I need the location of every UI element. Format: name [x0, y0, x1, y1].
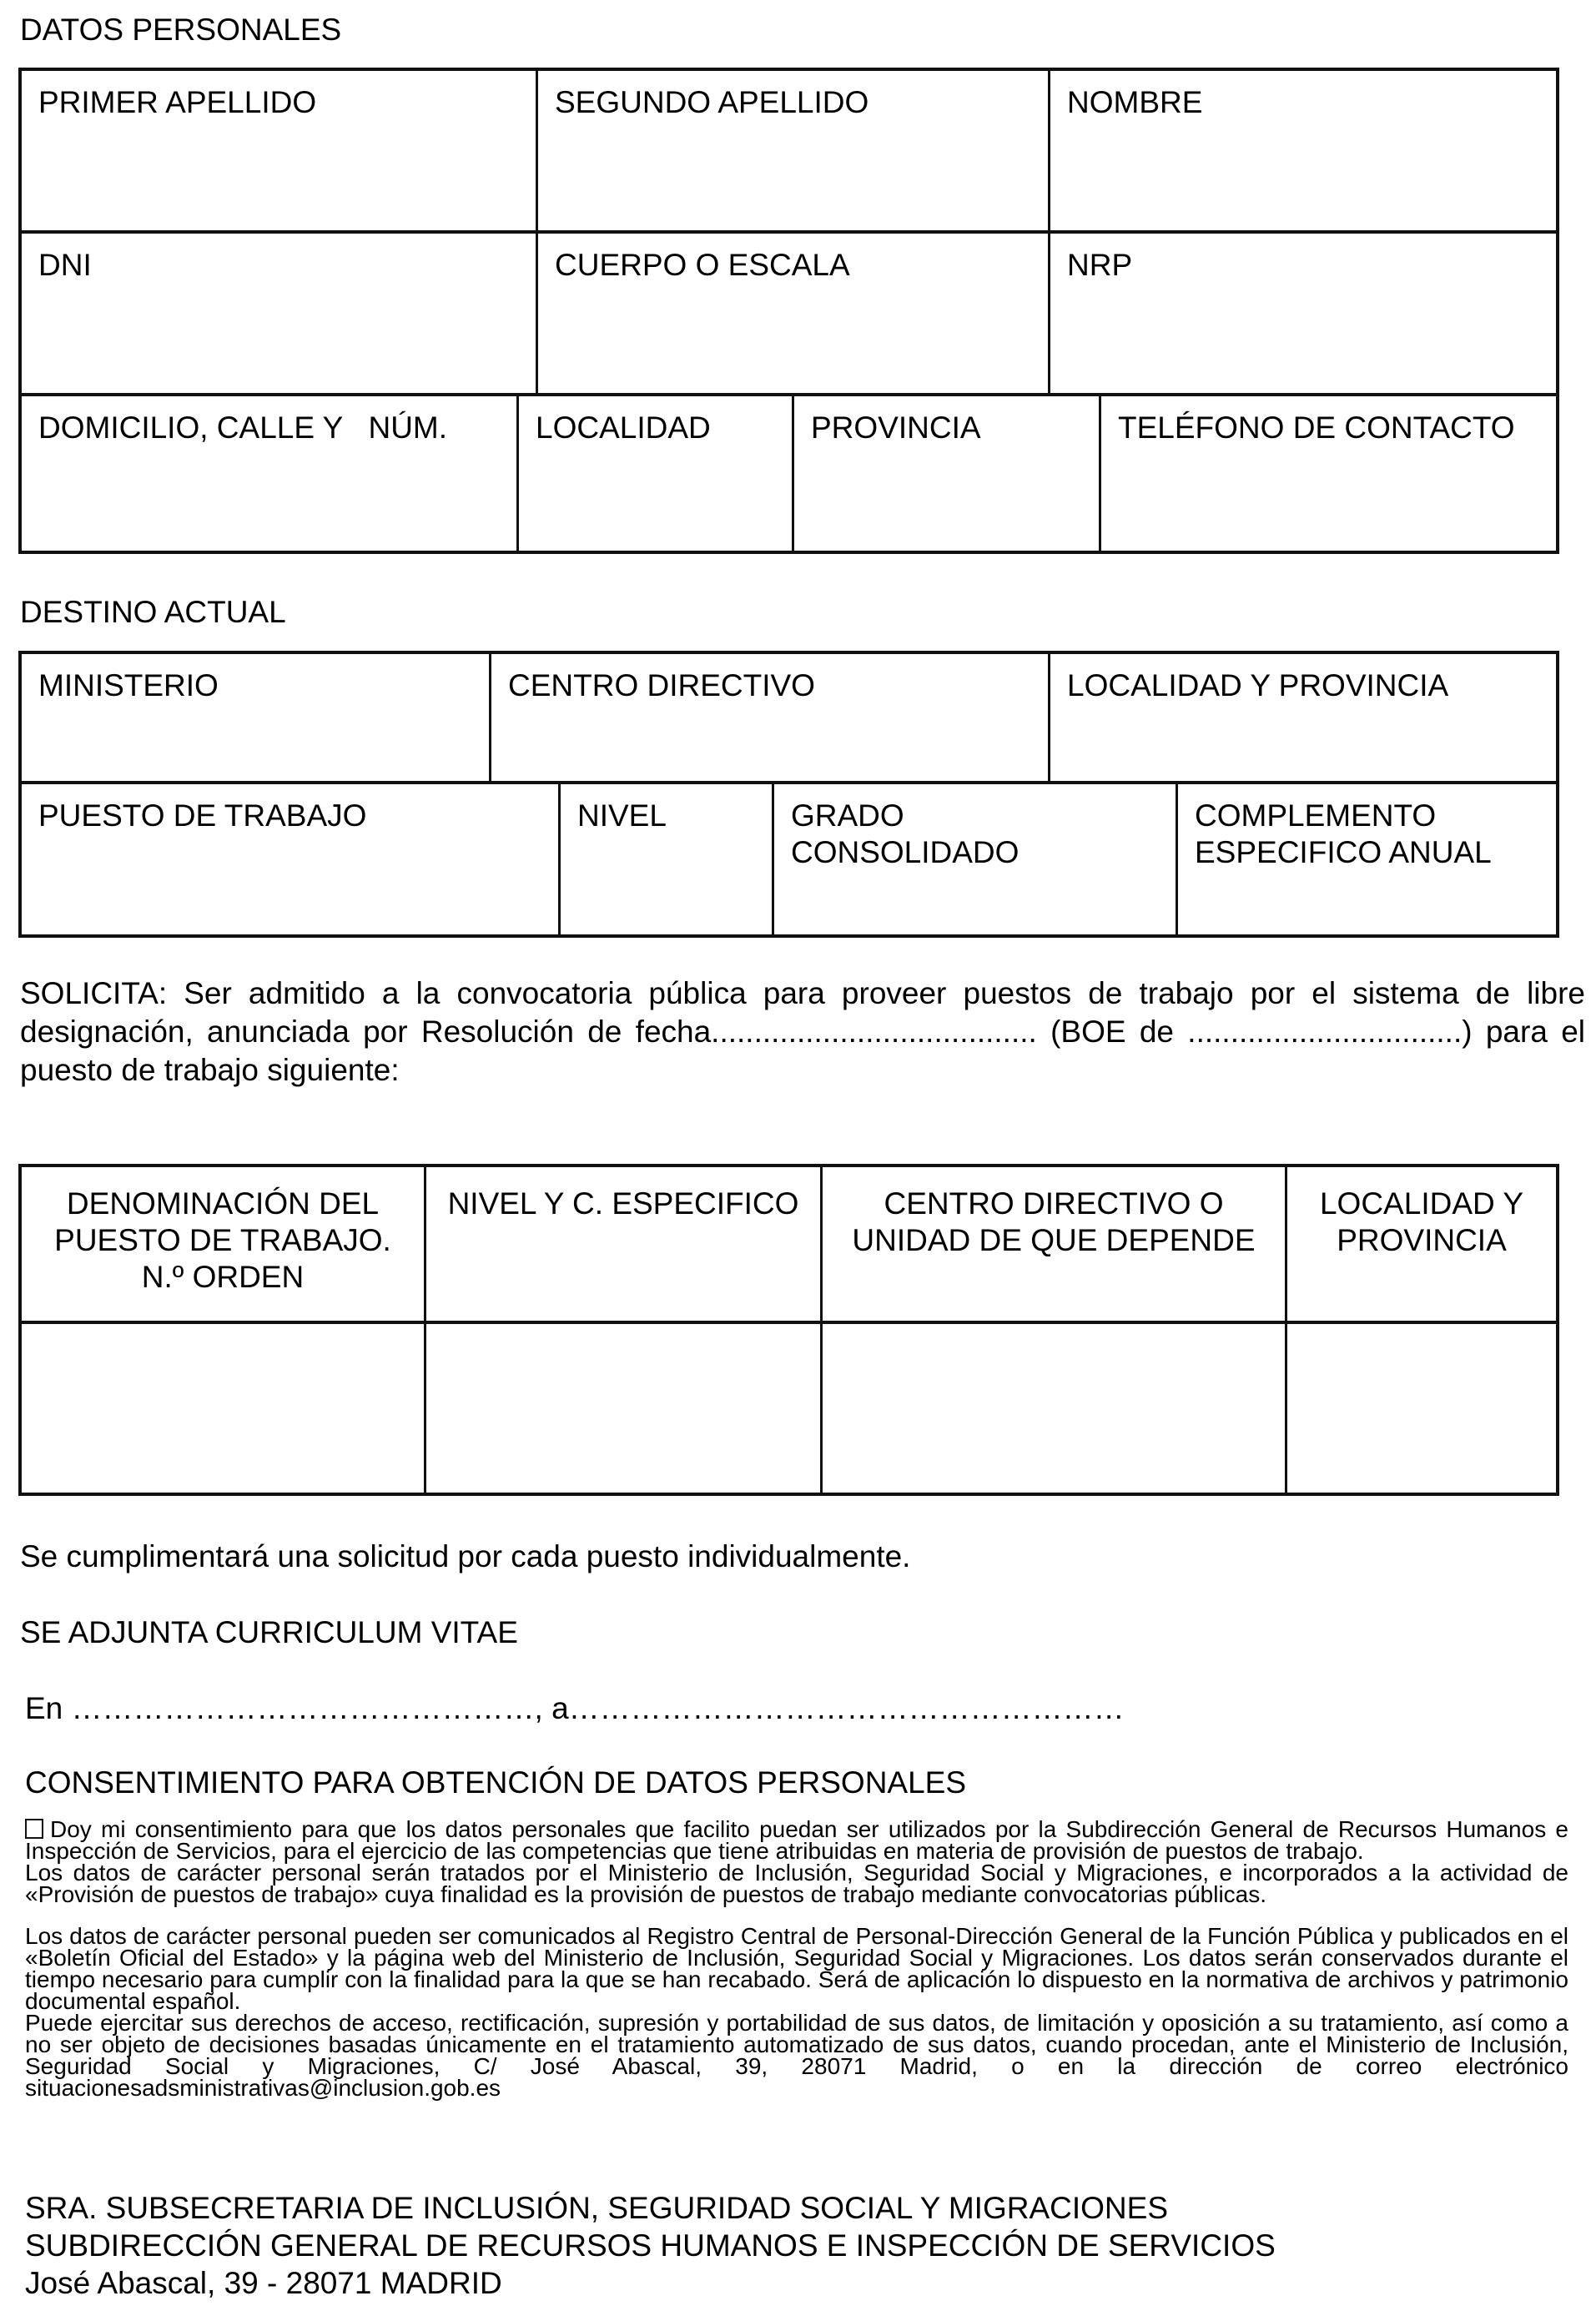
label-puesto-trabajo: PUESTO DE TRABAJO	[38, 798, 367, 833]
input-localidad-provincia[interactable]	[1285, 1324, 1556, 1493]
field-segundo-apellido[interactable]	[536, 71, 1048, 230]
field-cuerpo-escala[interactable]	[536, 234, 1048, 393]
header-localidad-provincia: LOCALIDAD Y PROVINCIA	[1285, 1167, 1556, 1321]
label-nrp: NRP	[1067, 248, 1133, 282]
field-puesto-trabajo[interactable]	[22, 784, 558, 934]
field-ministerio[interactable]	[22, 654, 489, 781]
consent-block	[25, 1816, 1568, 2101]
datos-personales-table	[18, 68, 1559, 554]
consent-checkbox-text: Doy mi consentimiento para que los datos personales que facilito puedan ser utilizados por la Subdirección General de Recursos Humanos e Inspección de Servicios, para el ejercicio de las competencias que tiene atribuidas en materia de provisión de puestos de trabajo.	[25, 1816, 1568, 1864]
place-date-line[interactable]: En ………………………………………, a………………………………………………	[25, 1691, 1125, 1725]
puesto-solicitado-table	[18, 1164, 1559, 1496]
puesto-header-row	[22, 1167, 1556, 1321]
input-nivel-especifico[interactable]	[424, 1324, 820, 1493]
datos-row-3	[22, 393, 1556, 551]
consent-paragraph-3: Puede ejercitar sus derechos de acceso, rectificación, supresión y portabilidad de sus datos, de limitación y oposición a su tratamiento, así como a no ser objeto de decisiones basadas únicamente en el tratamiento automatizado de sus datos, cuando procedan, ante el Ministerio de Inclusión, Seguridad Social y Migraciones, C/ José Abascal, 39, 28071 Madrid, o en la dirección de correo electrónico situacionesadsministrativas@inclusion.gob.es	[25, 2010, 1568, 2101]
note-individual: Se cumplimentará una solicitud por cada puesto individualmente.	[20, 1539, 911, 1573]
note-curriculum: SE ADJUNTA CURRICULUM VITAE	[20, 1615, 518, 1649]
section-title-destino-actual: DESTINO ACTUAL	[20, 595, 286, 629]
consent-title: CONSENTIMIENTO PARA OBTENCIÓN DE DATOS PERSONALES	[25, 1765, 967, 1800]
field-centro-directivo[interactable]	[489, 654, 1048, 781]
section-title-datos-personales: DATOS PERSONALES	[20, 13, 342, 47]
label-complemento-especifico: COMPLEMENTO ESPECIFICO ANUAL	[1195, 798, 1492, 869]
addressee-line-3: José Abascal, 39 - 28071 MADRID	[25, 2266, 502, 2300]
field-telefono[interactable]	[1099, 396, 1556, 551]
label-nombre: NOMBRE	[1067, 85, 1203, 119]
input-denominacion[interactable]	[22, 1324, 424, 1493]
field-provincia[interactable]	[792, 396, 1099, 551]
label-dni: DNI	[38, 248, 92, 282]
label-cuerpo-escala: CUERPO O ESCALA	[555, 248, 850, 282]
consent-checkbox-row	[25, 1816, 1568, 1864]
field-nrp[interactable]	[1048, 234, 1556, 393]
consent-checkbox[interactable]	[25, 1819, 43, 1839]
field-complemento-especifico[interactable]	[1176, 784, 1556, 934]
addressee-line-1: SRA. SUBSECRETARIA DE INCLUSIÓN, SEGURIDAD SOCIAL Y MIGRACIONES	[25, 2191, 1168, 2225]
field-dni[interactable]	[22, 234, 536, 393]
label-segundo-apellido: SEGUNDO APELLIDO	[555, 85, 869, 119]
input-centro-directivo[interactable]	[820, 1324, 1285, 1493]
header-centro-directivo: CENTRO DIRECTIVO O UNIDAD DE QUE DEPENDE	[820, 1167, 1285, 1321]
destino-row-2	[22, 781, 1556, 934]
consent-paragraph-2: Los datos de carácter personal pueden ser comunicados al Registro Central de Personal-Dirección General de la Función Pública y publicados en el «Boletín Oficial del Estado» y la página web del Ministerio de Inclusión, Seguridad Social y Migraciones. Los datos serán conservados durante el tiempo necesario para cumplir con la finalidad para la que se han recabado. Será de aplicación lo dispuesto en la normativa de archivos y patrimonio documental español.	[25, 1923, 1568, 2014]
field-primer-apellido[interactable]	[22, 71, 536, 230]
field-nombre[interactable]	[1048, 71, 1556, 230]
label-localidad: LOCALIDAD	[536, 410, 711, 445]
destino-actual-table	[18, 651, 1559, 938]
field-localidad-provincia[interactable]	[1048, 654, 1556, 781]
header-denominacion: DENOMINACIÓN DEL PUESTO DE TRABAJO. N.º ORDEN	[54, 1186, 391, 1294]
solicita-paragraph: SOLICITA: Ser admitido a la convocatoria pública para proveer puestos de trabajo por el sistema de libre designación, anunciada por Resolución de fecha...................................... (BOE de ................................) para el puesto de trabajo siguiente:	[20, 976, 1585, 1087]
destino-row-1	[22, 654, 1556, 781]
field-domicilio[interactable]	[22, 396, 516, 551]
datos-row-2	[22, 230, 1556, 393]
label-centro-directivo: CENTRO DIRECTIVO	[508, 668, 815, 702]
field-nivel[interactable]	[558, 784, 772, 934]
label-primer-apellido: PRIMER APELLIDO	[38, 85, 317, 119]
puesto-value-row	[22, 1321, 1556, 1493]
label-grado-consolidado: GRADO CONSOLIDADO	[791, 798, 1020, 869]
addressee-block	[25, 2189, 1276, 2302]
label-nivel: NIVEL	[577, 798, 667, 833]
label-ministerio: MINISTERIO	[38, 668, 219, 702]
label-domicilio: DOMICILIO, CALLE Y NÚM.	[38, 410, 448, 445]
header-nivel-especifico: NIVEL Y C. ESPECIFICO	[424, 1167, 820, 1321]
field-localidad[interactable]	[516, 396, 792, 551]
datos-row-1	[22, 71, 1556, 230]
addressee-line-2: SUBDIRECCIÓN GENERAL DE RECURSOS HUMANOS E INSPECCIÓN DE SERVICIOS	[25, 2228, 1276, 2263]
consent-paragraph-1: Los datos de carácter personal serán tratados por el Ministerio de Inclusión, Seguridad Social y Migraciones, e incorporados a la actividad de «Provisión de puestos de trabajo» cuya finalidad es la provisión de puestos de trabajo mediante convocatorias públicas.	[25, 1860, 1568, 1907]
label-telefono: TELÉFONO DE CONTACTO	[1118, 410, 1515, 445]
label-provincia: PROVINCIA	[811, 410, 981, 445]
field-grado-consolidado[interactable]	[772, 784, 1176, 934]
label-localidad-provincia: LOCALIDAD Y PROVINCIA	[1067, 668, 1449, 702]
